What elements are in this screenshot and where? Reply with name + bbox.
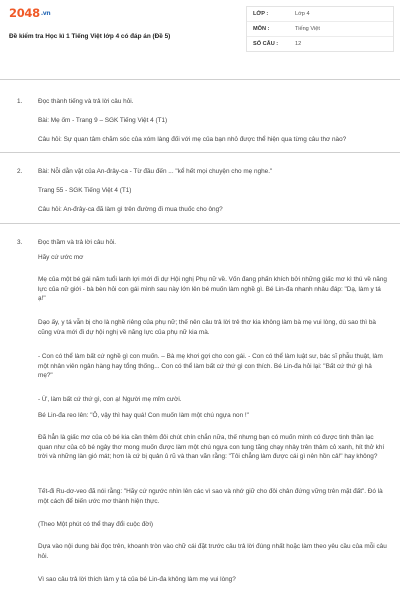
story-paragraph: Dạo ấy, y tá vẫn bị cho là nghề riêng của phụ nữ; thế nên câu trả lời trẻ thơ kia không làm bà mẹ vui lòng, dù sao thì bà cũng vừa mới đi dự hội nghị về năng lực của phụ nữ kia mà. <box>38 319 376 336</box>
question-reading: Bài: Nỗi dằn vặt của An-đrây-ca - Từ đầu đến ... "kể hết mọi chuyện cho mẹ nghe." <box>38 168 273 175</box>
story-paragraph: Mẹ của một bé gái năm tuổi lanh lợi mới đi dự Hội nghị Phụ nữ về. Vốn đang phấn khích bởi những giấc mơ kì thú về năng lực của nữ giới - bà bèn hỏi con gái mình sau này lớn lên bé muốn làm nghề gì. Bé Lin-đa nhanh nhảu đáp: "Dạ, làm y tá ạ!" <box>38 276 387 302</box>
story-title: Hãy cứ ước mơ <box>38 254 84 261</box>
info-label: MÔN : <box>253 26 270 32</box>
question-number: 3. <box>17 239 23 246</box>
document-title: Đề kiểm tra Học kì 1 Tiếng Việt lớp 4 có đáp án (Đề 5) <box>9 33 171 40</box>
logo-suffix: .vn <box>40 10 51 17</box>
info-row-subject <box>247 22 393 37</box>
info-label: LỚP : <box>253 11 269 17</box>
info-value: Tiếng Việt <box>295 26 320 32</box>
divider <box>0 152 400 153</box>
story-paragraph: - Ừ, làm bất cứ thứ gì, con ạ! Người mẹ mỉm cười. <box>38 396 182 403</box>
question-number: 2. <box>17 168 23 175</box>
question-instruction: Đọc thầm và trả lời câu hỏi. <box>38 239 117 246</box>
info-row-class <box>247 7 393 22</box>
divider <box>0 79 400 80</box>
story-paragraph: - Con có thể làm bất cứ nghề gì con muốn. – Bà mẹ khơi gợi cho con gái. - Con có thể làm luật sư, bác sĩ phẫu thuật, làm một nhân viên ngân hàng hay tổng thống... Con có thể làm bất cứ thứ gì con thích. Bé Lin-đa hỏi lại: "Bất cứ thứ gì hả mẹ?" <box>38 353 383 379</box>
story-source: (Theo Một phút có thể thay đổi cuộc đời) <box>38 521 154 528</box>
page-header <box>0 0 400 72</box>
question-text: Câu hỏi: Sự quan tâm chăm sóc của xóm làng đối với mẹ của bạn nhỏ được thể hiện qua từng câu thơ nào? <box>38 136 347 143</box>
info-label: SỐ CÂU : <box>253 41 279 47</box>
question-instruction: Đọc thành tiếng và trả lời câu hỏi. <box>38 98 134 105</box>
info-value: 12 <box>295 41 302 47</box>
question-source: Bài: Mẹ ốm - Trang 9 – SGK Tiếng Việt 4 (T1) <box>38 117 168 124</box>
story-paragraph: Tết-đi Ru-dơ-veo đã nói rằng: "Hãy cứ ngước nhìn lên các vì sao và nhớ giữ cho đôi chân đứng vững trên mặt đất". Đó là một cách để biến ước mơ thành hiện thực. <box>38 488 383 505</box>
question-number: 1. <box>17 98 23 105</box>
question-source: Trang 55 - SGK Tiếng Việt 4 (T1) <box>38 187 132 194</box>
info-row-count <box>247 37 393 51</box>
question-instruction: Dựa vào nội dung bài đọc trên, khoanh tròn vào chữ cái đặt trước câu trả lời đúng nhất hoặc làm theo yêu cầu của mỗi câu hỏi. <box>38 543 387 560</box>
info-value: Lớp 4 <box>295 11 310 17</box>
info-table <box>246 6 394 52</box>
story-paragraph: Bé Lin-đa reo lên: "Ô, vậy thì hay quá! Con muốn làm một chú ngựa non !" <box>38 412 249 419</box>
question-text: Vì sao câu trả lời thích làm y tá của bé Lin-đa không làm mẹ vui lòng? <box>38 576 236 583</box>
question-text: Câu hỏi: An-đrây-ca đã làm gì trên đường đi mua thuốc cho ông? <box>38 206 223 213</box>
story-paragraph: Đã hẳn là giấc mơ của cô bé kia cần thêm đôi chút chín chắn nữa, thế nhưng bạn có muốn mình có được tinh thần lạc quan như của cô bé ngây thơ mong muốn được làm một chú ngựa con tung tăng chạy nhảy trên thảm cỏ xanh, hít thở khí trời và những làn gió mát; hơn là cứ bị quản ủ rũ và than vãn rằng: "Tôi chẳng làm được cái gì nên hồn cả!" hay không? <box>38 434 385 460</box>
logo-text: 2048 <box>9 6 40 20</box>
site-logo[interactable] <box>9 6 50 20</box>
divider <box>0 223 400 224</box>
